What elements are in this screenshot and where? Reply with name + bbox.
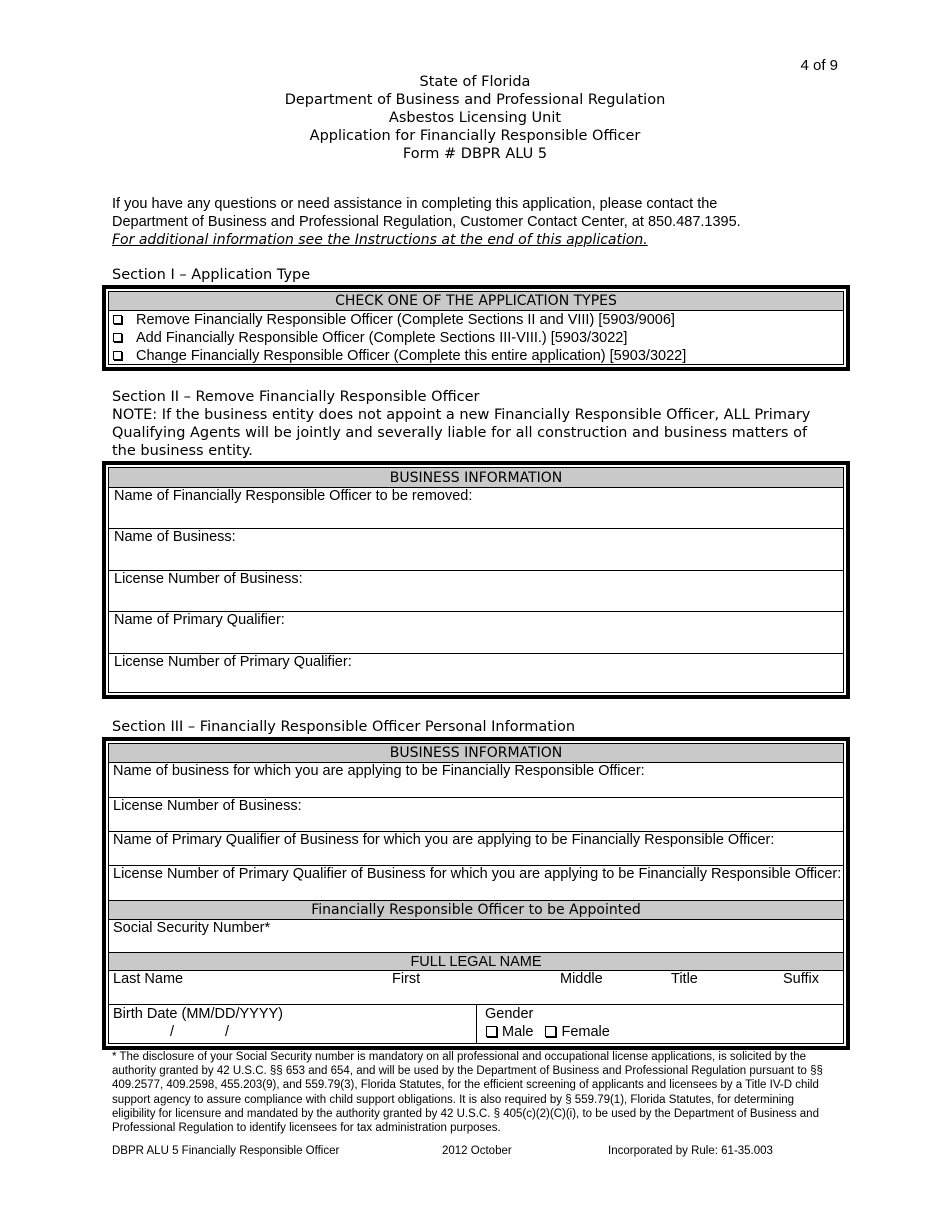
- field-label: Name of Primary Qualifier:: [114, 612, 285, 628]
- officer-appointed-header: Financially Responsible Officer to be Appointed: [109, 901, 843, 920]
- birth-date-separator: /: [225, 1024, 230, 1040]
- full-legal-name-row[interactable]: [109, 971, 843, 1005]
- field-primary-qualifier-license[interactable]: [109, 866, 843, 901]
- section-2-title: Section II – Remove Financially Responsible Officer: [112, 389, 480, 405]
- birth-date-separator: /: [170, 1024, 175, 1040]
- gender-male-label: Male: [502, 1024, 534, 1040]
- intro-line-2: Department of Business and Professional Regulation, Customer Contact Center, at 850.487.1395.: [112, 214, 741, 230]
- full-legal-name-header: FULL LEGAL NAME: [109, 953, 843, 971]
- birth-date-label: Birth Date (MM/DD/YYYY): [113, 1006, 283, 1022]
- page-number: 4 of 9: [800, 57, 838, 74]
- ssn-disclosure-note: * The disclosure of your Social Security number is mandatory on all professional and occupational license applications, is solicited by the authority granted by 42 U.S.C. §§ 653 and 654, and will be used by the Department of Business and Professional Regulation pursuant to §§ 409.2577, 409.2598, 455.203(9), and 559.79(3), Florida Statutes, for the efficient screening of applicants and licensees by a Title IV-D child support agency to assure compliance with child support obligations. It is also required by § 559.79(1), Florida Statutes, for determining eligibility for licensure and mandated by the authority granted by 42 U.S.C. § 405(c)(2)(C)(i), to be used by the Department of Business and Professional Regulation to identify licensees for tax administration purposes.: [112, 1051, 823, 1135]
- form-header: [0, 73, 950, 163]
- last-name-label: Last Name: [113, 971, 184, 987]
- field-primary-qualifier[interactable]: [109, 832, 843, 866]
- checkbox-icon[interactable]: [113, 333, 122, 342]
- field-officer-to-remove[interactable]: [109, 488, 843, 529]
- field-label: License Number of Primary Qualifier:: [114, 654, 352, 670]
- field-label: Name of Primary Qualifier of Business for which you are applying to be Financially Responsible Officer:: [113, 832, 775, 848]
- section-2-note-line-1: NOTE: If the business entity does not appoint a new Financially Responsible Officer, ALL Primary: [112, 407, 811, 423]
- section-2-note-line-2: Qualifying Agents will be jointly and severally liable for all construction and business matters of: [112, 425, 808, 441]
- header-application-title: Application for Financially Responsible Officer: [309, 128, 641, 144]
- business-information-header: BUSINESS INFORMATION: [109, 744, 843, 763]
- section-3-title: Section III – Financially Responsible Officer Personal Information: [112, 719, 576, 735]
- title-label: Title: [671, 971, 698, 987]
- middle-name-label: Middle: [560, 971, 603, 987]
- gender-female-label: Female: [561, 1024, 610, 1040]
- field-label: License Number of Business:: [114, 571, 303, 587]
- header-state: State of Florida: [419, 74, 531, 90]
- gender-female-option[interactable]: [545, 1024, 609, 1040]
- checkbox-icon[interactable]: [486, 1026, 497, 1037]
- gender-options: [486, 1024, 610, 1040]
- business-information-header: BUSINESS INFORMATION: [109, 468, 843, 488]
- field-label: License Number of Primary Qualifier of Business for which you are applying to be Financially Responsible Officer:: [113, 866, 842, 882]
- application-type-header: CHECK ONE OF THE APPLICATION TYPES: [109, 292, 843, 311]
- first-name-label: First: [392, 971, 421, 987]
- field-business-license[interactable]: [109, 571, 843, 612]
- checkbox-icon[interactable]: [113, 351, 122, 360]
- footer-date: 2012 October: [442, 1145, 512, 1157]
- section-2-heading: [112, 388, 842, 460]
- option-remove-officer[interactable]: [109, 311, 843, 329]
- field-label: Name of Business:: [114, 529, 236, 545]
- intro-text: [112, 195, 832, 249]
- footer-rule: Incorporated by Rule: 61-35.003: [608, 1145, 773, 1157]
- field-business-applying[interactable]: [109, 763, 843, 798]
- field-primary-qualifier-license[interactable]: [109, 654, 843, 698]
- gender-male-option[interactable]: [486, 1024, 533, 1040]
- header-unit: Asbestos Licensing Unit: [388, 110, 562, 126]
- intro-line-1: If you have any questions or need assistance in completing this application, please contact the: [112, 196, 718, 212]
- field-label: Name of Financially Responsible Officer to be removed:: [114, 488, 473, 504]
- field-label: Social Security Number*: [113, 920, 271, 936]
- gender-label: Gender: [485, 1006, 534, 1022]
- option-label: Change Financially Responsible Officer (Complete this entire application) [5903/3022]: [136, 348, 687, 364]
- birth-gender-row: [109, 1005, 843, 1043]
- remove-officer-box: [102, 461, 850, 699]
- header-form-number: Form # DBPR ALU 5: [402, 146, 548, 162]
- field-business-license[interactable]: [109, 798, 843, 832]
- field-ssn[interactable]: [109, 920, 843, 953]
- header-department: Department of Business and Professional Regulation: [284, 92, 666, 108]
- field-label: Name of business for which you are applying to be Financially Responsible Officer:: [113, 763, 645, 779]
- birth-date-field[interactable]: [109, 1005, 477, 1043]
- field-label: License Number of Business:: [113, 798, 302, 814]
- section-2-note-line-3: the business entity.: [112, 443, 253, 459]
- field-business-name[interactable]: [109, 529, 843, 571]
- section-1-title: Section I – Application Type: [112, 267, 311, 283]
- option-label: Remove Financially Responsible Officer (Complete Sections II and VIII) [5903/9006]: [136, 312, 675, 328]
- instructions-link[interactable]: For additional information see the Instructions at the end of this application.: [112, 232, 648, 248]
- option-change-officer[interactable]: [109, 347, 843, 365]
- personal-info-box: [102, 737, 850, 1050]
- application-type-box: [102, 285, 850, 371]
- suffix-label: Suffix: [783, 971, 820, 987]
- checkbox-icon[interactable]: [545, 1026, 556, 1037]
- checkbox-icon[interactable]: [113, 315, 122, 324]
- option-label: Add Financially Responsible Officer (Complete Sections III-VIII.) [5903/3022]: [136, 330, 628, 346]
- option-add-officer[interactable]: [109, 329, 843, 347]
- footer-form-name: DBPR ALU 5 Financially Responsible Officer: [112, 1145, 340, 1157]
- field-primary-qualifier[interactable]: [109, 612, 843, 654]
